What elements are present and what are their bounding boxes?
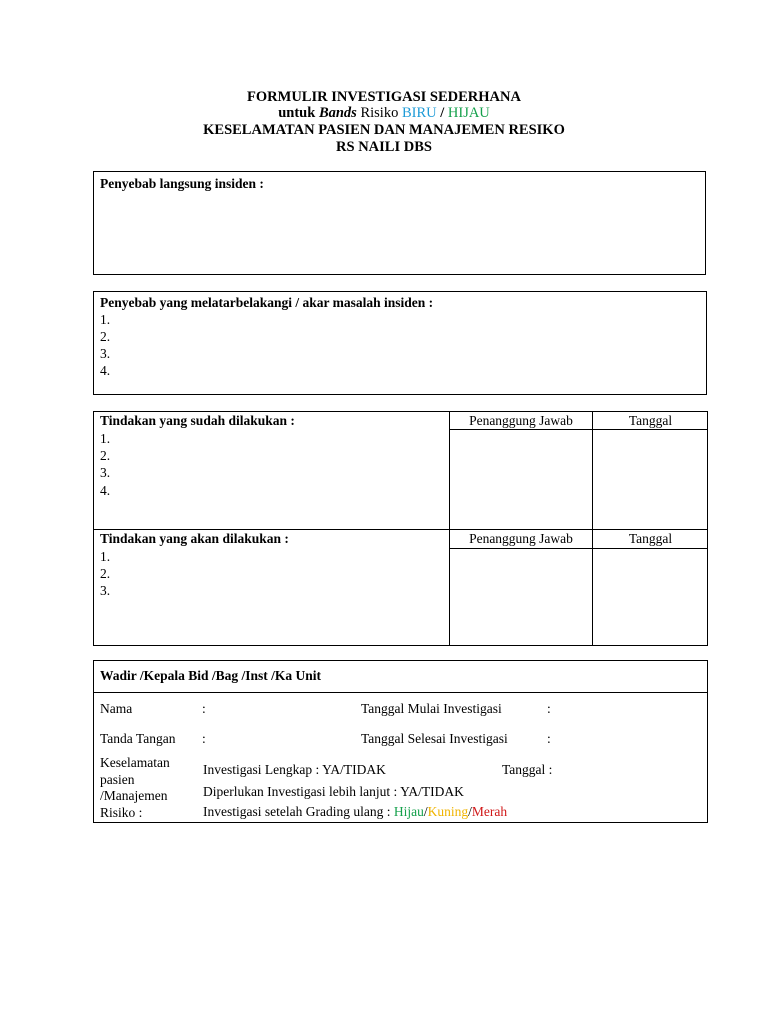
col-header-penanggung-jawab: Penanggung Jawab bbox=[469, 531, 573, 546]
kp-tanggal-label: Tanggal : bbox=[502, 762, 553, 777]
list-item: 1. bbox=[100, 431, 111, 446]
tanda-tangan-field[interactable] bbox=[212, 727, 352, 747]
tanggal-mulai-label: Tanggal Mulai Investigasi bbox=[361, 701, 502, 716]
grading-label: Investigasi setelah Grading ulang : bbox=[203, 804, 391, 819]
nama-colon: : bbox=[202, 701, 206, 716]
subtitle-hijau: HIJAU bbox=[447, 105, 490, 121]
kp-label-line: pasien bbox=[100, 771, 135, 787]
tanda-tangan-label: Tanda Tangan bbox=[100, 731, 176, 746]
tanggal-selesai-label: Tanggal Selesai Investigasi bbox=[361, 731, 508, 746]
tanggal-cell[interactable] bbox=[593, 430, 708, 529]
penyebab-langsung-box[interactable] bbox=[93, 171, 706, 275]
tanggal-selesai-field[interactable] bbox=[556, 727, 701, 747]
form-heading-keselamatan: KESELAMATAN PASIEN DAN MANAJEMEN RESIKO bbox=[203, 122, 565, 138]
subtitle-slash: / bbox=[440, 105, 445, 121]
form-title: FORMULIR INVESTIGASI SEDERHANA bbox=[247, 89, 521, 105]
list-item: 3. bbox=[100, 465, 111, 480]
col-header-penanggung-jawab: Penanggung Jawab bbox=[469, 413, 573, 428]
investigasi-lengkap-option[interactable]: Investigasi Lengkap : YA/TIDAK bbox=[203, 762, 386, 777]
nama-label: Nama bbox=[100, 701, 133, 716]
tanggal-selesai-colon: : bbox=[547, 731, 551, 746]
tanggal-mulai-colon: : bbox=[547, 701, 551, 716]
grading-hijau[interactable]: Hijau bbox=[393, 804, 424, 819]
grading-slash: / bbox=[423, 804, 428, 819]
penanggung-jawab-cell[interactable] bbox=[450, 430, 592, 529]
subtitle-risiko: Risiko bbox=[360, 105, 399, 121]
kp-label-line: Risiko : bbox=[100, 804, 143, 820]
penanggung-jawab-cell[interactable] bbox=[450, 549, 592, 645]
keselamatan-pasien-label bbox=[100, 755, 170, 821]
list-item: 3. bbox=[100, 346, 111, 361]
subtitle-bands: Bands bbox=[318, 105, 357, 121]
list-item: 2. bbox=[100, 448, 111, 463]
list-item: 3. bbox=[100, 583, 111, 598]
tanggal-cell[interactable] bbox=[593, 549, 708, 645]
kp-label-line: Keselamatan bbox=[100, 755, 170, 770]
form-heading-rs: RS NAILI DBS bbox=[336, 139, 432, 155]
penyebab-langsung-label: Penyebab langsung insiden : bbox=[100, 176, 264, 191]
grading-merah[interactable]: Merah bbox=[471, 804, 508, 819]
list-item: 1. bbox=[100, 549, 111, 564]
nama-field[interactable] bbox=[212, 698, 352, 718]
subtitle-biru: BIRU bbox=[401, 105, 437, 121]
subtitle-untuk: untuk bbox=[278, 105, 316, 121]
list-item: 2. bbox=[100, 329, 111, 344]
grading-ulang[interactable] bbox=[203, 803, 507, 821]
list-item: 2. bbox=[100, 566, 111, 581]
tanggal-mulai-field[interactable] bbox=[556, 698, 701, 718]
grading-slash: / bbox=[468, 804, 472, 819]
tanda-tangan-colon: : bbox=[202, 731, 206, 746]
list-item: 4. bbox=[100, 363, 111, 378]
col-header-tanggal: Tanggal bbox=[628, 413, 673, 428]
grading-kuning[interactable]: Kuning bbox=[427, 804, 469, 819]
list-item: 4. bbox=[100, 483, 111, 498]
diperlukan-investigasi-option[interactable]: Diperlukan Investigasi lebih lanjut : YA/TIDAK bbox=[203, 784, 464, 799]
col-header-tanggal: Tanggal bbox=[628, 531, 673, 546]
kp-label-line: /Manajemen bbox=[100, 788, 168, 803]
divider bbox=[93, 692, 708, 693]
list-item: 1. bbox=[100, 312, 111, 327]
tindakan-akan-label: Tindakan yang akan dilakukan : bbox=[100, 531, 289, 546]
akar-masalah-label: Penyebab yang melatarbelakangi / akar masalah insiden : bbox=[100, 295, 434, 310]
tindakan-sudah-label: Tindakan yang sudah dilakukan : bbox=[100, 413, 295, 428]
wadir-title: Wadir /Kepala Bid /Bag /Inst /Ka Unit bbox=[100, 668, 322, 683]
akar-masalah-box[interactable] bbox=[93, 291, 707, 395]
